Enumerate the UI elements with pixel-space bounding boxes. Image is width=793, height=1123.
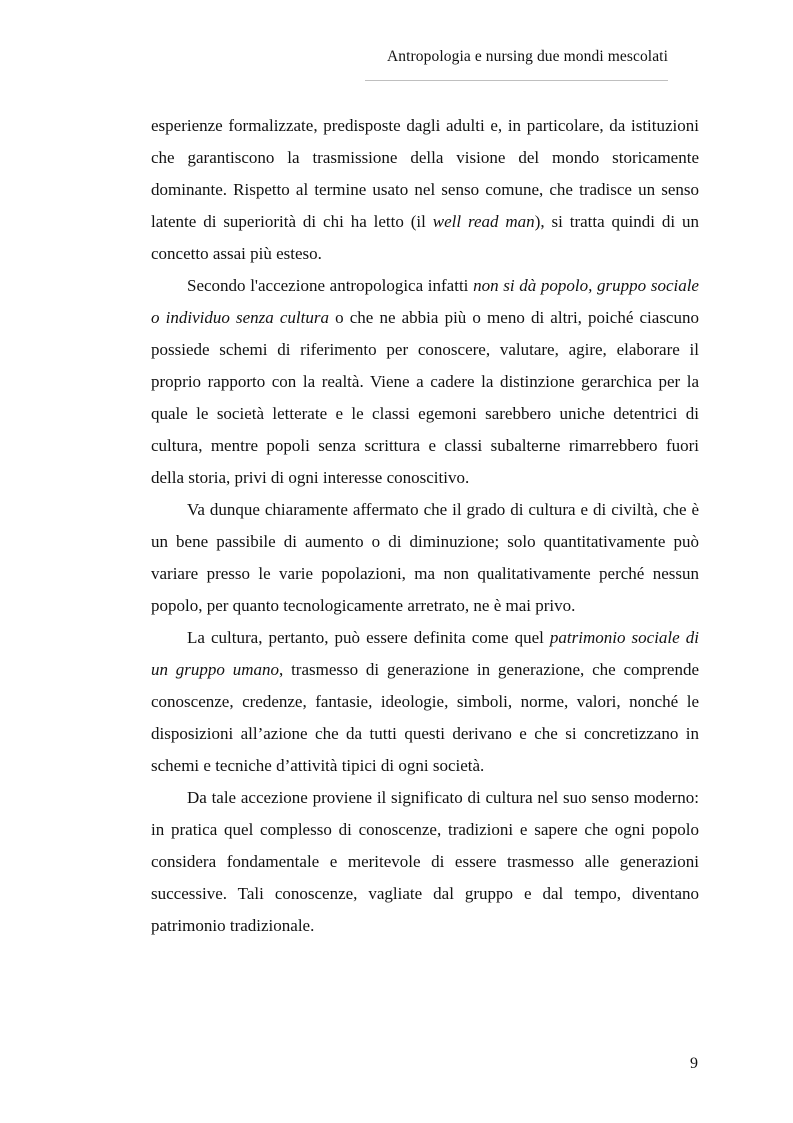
paragraph-3 bbox=[151, 494, 699, 622]
page-number: 9 bbox=[690, 1055, 698, 1072]
page-body bbox=[151, 110, 699, 942]
paragraph-2-text-b: o che ne abbia più o meno di altri, poiché ciascuno possiede schemi di riferimento per conoscere, valutare, agire, elaborare il proprio rapporto con la realtà. Viene a cadere la distinzione gerarchica per la quale le società letterate e le classi egemoni sarebbero uniche detentrici di cultura, mentre popoli senza scrittura e classi subalterne rimarrebbero fuori della storia, privi di ogni interesse conoscitivo. bbox=[151, 308, 699, 487]
paragraph-1-text-a: esperienze formalizzate, predisposte dagli adulti e, in particolare, da istituzioni che garantiscono la trasmissione della visione del mondo storicamente dominante. Rispetto al termine usato nel senso comune, che tradisce un senso latente di superiorità di chi ha letto (il bbox=[151, 116, 699, 231]
paragraph-5-text: Da tale accezione proviene il significato di cultura nel suo senso moderno: in pratica quel complesso di conoscenze, tradizioni e sapere che ogni popolo considera fondamentale e meritevole di essere trasmesso alle generazioni successive. Tali conoscenze, vagliate dal gruppo e dal tempo, diventano patrimonio tradizionale. bbox=[151, 788, 699, 935]
running-header: Antropologia e nursing due mondi mescolati bbox=[387, 48, 668, 65]
paragraph-3-text: Va dunque chiaramente affermato che il grado di cultura e di civiltà, che è un bene passibile di aumento o di diminuzione; solo quantitativamente può variare presso le varie popolazioni, ma non qualitativamente perché nessun popolo, per quanto tecnologicamente arretrato, ne è mai privo. bbox=[151, 500, 699, 615]
paragraph-1-italic: well read man bbox=[432, 212, 535, 231]
paragraph-2 bbox=[151, 270, 699, 494]
paragraph-2-italic: non si dà popolo, gruppo sociale o individuo senza cultura bbox=[151, 276, 699, 327]
paragraph-2-text-a: Secondo l'accezione antropologica infatti bbox=[187, 276, 474, 295]
paragraph-1 bbox=[151, 110, 699, 270]
paragraph-4 bbox=[151, 622, 699, 782]
paragraph-5 bbox=[151, 782, 699, 942]
header-rule bbox=[365, 80, 668, 81]
paragraph-4-italic: patrimonio sociale di un gruppo umano bbox=[151, 628, 699, 679]
paragraph-4-text-a: La cultura, pertanto, può essere definita come quel bbox=[187, 628, 550, 647]
paragraph-1-text-b: ), si tratta quindi di un concetto assai più esteso. bbox=[151, 212, 700, 263]
paragraph-4-text-b: , trasmesso di generazione in generazione, che comprende conoscenze, credenze, fantasie, ideologie, simboli, norme, valori, nonché le disposizioni all’azione che da tutti questi derivano e che si concretizzano in schemi e tecniche d’attività tipici di ogni società. bbox=[151, 660, 699, 775]
